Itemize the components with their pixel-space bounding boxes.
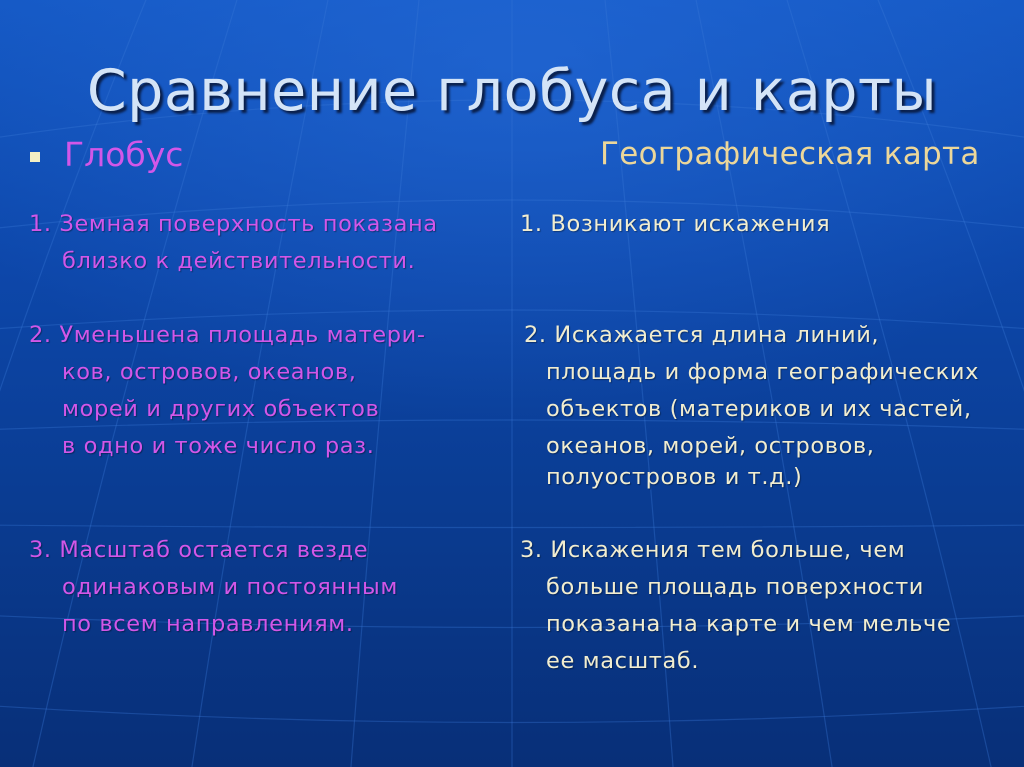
map-point-3-line-3: показана на карте и чем мельче: [546, 611, 952, 637]
globe-point-2-line-3: морей и других объектов: [62, 396, 380, 422]
globe-point-2-line-2: ков, островов, океанов,: [62, 359, 357, 385]
globe-point-3-line-3: по всем направлениям.: [62, 611, 354, 637]
bullet-square-icon: [30, 152, 40, 162]
map-point-2-line-4: океанов, морей, островов,: [546, 433, 875, 459]
map-point-3-line-2: больше площадь поверхности: [546, 574, 925, 600]
globe-point-1-line-2: близко к действительности.: [62, 248, 416, 274]
globe-point-3-line-1: 3. Масштаб остается везде: [29, 537, 369, 563]
heading-globe: Глобус: [64, 135, 184, 174]
map-point-2-line-2: площадь и форма географических: [546, 359, 979, 385]
globe-point-3-line-2: одинаковым и постоянным: [62, 574, 398, 600]
globe-point-1-line-1: 1. Земная поверхность показана: [29, 211, 438, 237]
slide-title: Сравнение глобуса и карты: [86, 58, 938, 124]
map-point-2-line-1: 2. Искажается длина линий,: [524, 322, 880, 348]
map-point-3-line-1: 3. Искажения тем больше, чем: [520, 537, 906, 563]
map-point-1-line-1: 1. Возникают искажения: [520, 211, 831, 237]
map-point-3-line-4: ее масштаб.: [546, 648, 700, 674]
globe-point-2-line-4: в одно и тоже число раз.: [62, 433, 375, 459]
heading-map: Географическая карта: [600, 136, 980, 172]
map-point-2-line-5: полуостровов и т.д.): [546, 464, 803, 490]
map-point-2-line-3: объектов (материков и их частей,: [546, 396, 972, 422]
globe-point-2-line-1: 2. Уменьшена площадь матери-: [29, 322, 426, 348]
